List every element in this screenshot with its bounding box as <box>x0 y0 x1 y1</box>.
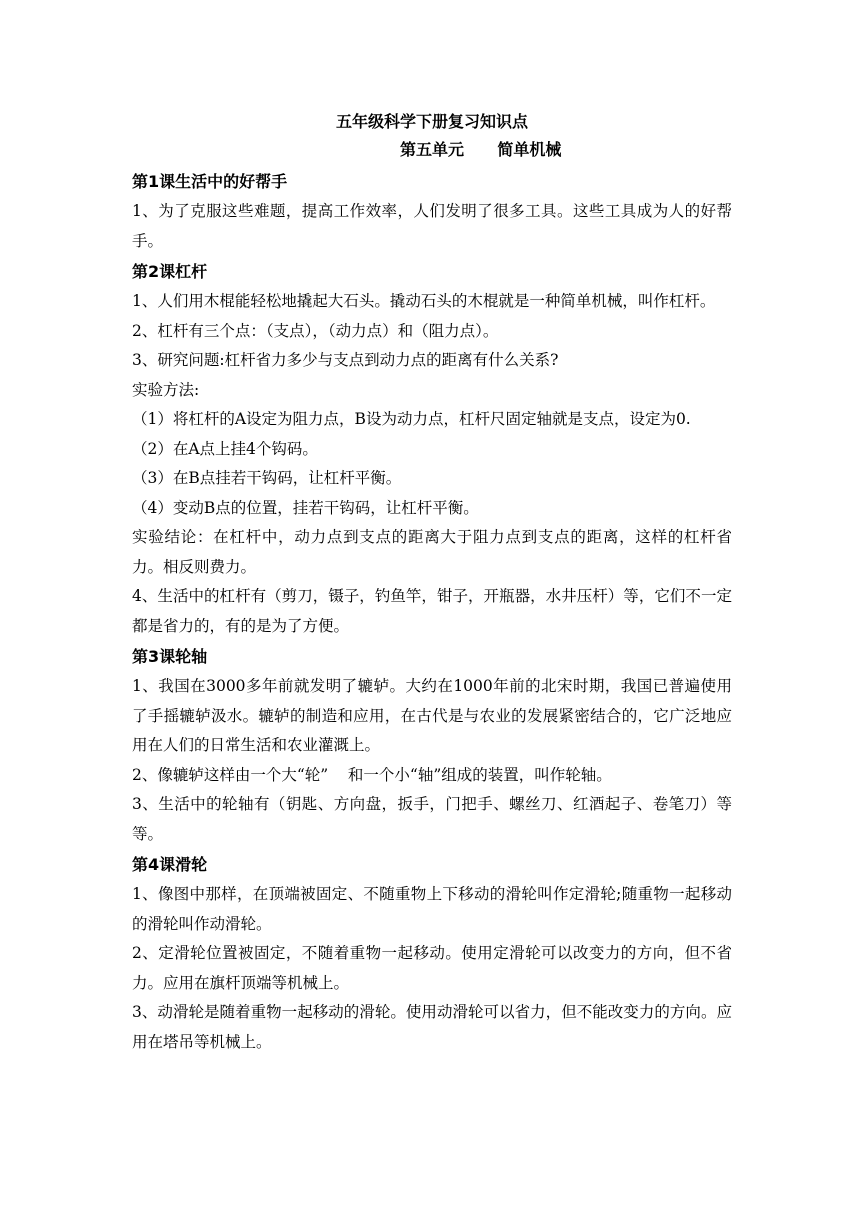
lesson-paragraph: 3、生活中的轮轴有（钥匙、方向盘，扳手，门把手、螺丝刀、红酒起子、卷笔刀）等等。 <box>132 795 732 843</box>
lesson-paragraph: （4）变动B点的位置，挂若干钩码，让杠杆平衡。 <box>132 498 479 517</box>
lesson-paragraph: 实验方法: <box>132 380 200 399</box>
lesson-2 <box>132 258 732 641</box>
lesson-paragraph: 1、像图中那样，在顶端被固定、不随重物上下移动的滑轮叫作定滑轮;随重物一起移动的滑轮叫作动滑轮。 <box>132 885 732 933</box>
lesson-4 <box>132 851 732 1057</box>
lesson-paragraph: 实验结论：在杠杆中，动力点到支点的距离大于阻力点到支点的距离，这样的杠杆省力。相反则费力。 <box>132 528 732 576</box>
lesson-heading: 第1课生活中的好帮手 <box>132 172 288 191</box>
unit-title: 第五单元 简单机械 <box>400 140 562 159</box>
lesson-paragraph: （2）在A点上挂4个钩码。 <box>132 439 318 458</box>
lesson-paragraph: 3、研究问题:杠杆省力多少与支点到动力点的距离有什么关系? <box>132 351 559 369</box>
lesson-1 <box>132 168 732 256</box>
lesson-paragraph: 2、杠杆有三个点：（支点），（动力点）和（阻力点）。 <box>132 321 499 340</box>
lesson-paragraph: 1、为了克服这些难题，提高工作效率，人们发明了很多工具。这些工具成为人的好帮手。 <box>132 202 732 250</box>
lesson-paragraph: 2、像辘轳这样由一个大“轮” 和一个小“轴”组成的装置，叫作轮轴。 <box>132 765 612 784</box>
lesson-heading: 第3课轮轴 <box>132 647 208 666</box>
lesson-paragraph: 1、我国在3000多年前就发明了辘轳。大约在1000年前的北宋时期，我国已普遍使用了手摇辘轳汲水。辘轳的制造和应用，在古代是与农业的发展紧密结合的，它广泛地应用在人们的日常生活和农业灌溉上。 <box>132 677 732 754</box>
document-body <box>132 108 732 1057</box>
lesson-heading: 第4课滑轮 <box>132 855 208 874</box>
lesson-paragraph: 2、定滑轮位置被固定，不随着重物一起移动。使用定滑轮可以改变力的方向，但不省力。应用在旗杆顶端等机械上。 <box>132 944 732 992</box>
lesson-heading: 第2课杠杆 <box>132 262 208 281</box>
lesson-paragraph: 4、生活中的杠杆有（剪刀，镊子，钓鱼竿，钳子，开瓶器，水井压杆）等，它们不一定都是省力的，有的是为了方便。 <box>132 587 732 635</box>
lesson-paragraph: 3、动滑轮是随着重物一起移动的滑轮。使用动滑轮可以省力，但不能改变力的方向。应用在塔吊等机械上。 <box>132 1003 732 1051</box>
lesson-paragraph: （3）在B点挂若干钩码，让杠杆平衡。 <box>132 469 402 487</box>
lesson-3 <box>132 643 732 849</box>
lesson-paragraph: （1）将杠杆的A设定为阻力点，B设为动力点，杠杆尺固定轴就是支点，设定为0. <box>132 410 691 428</box>
document-title: 五年级科学下册复习知识点 <box>335 112 528 131</box>
lesson-paragraph: 1、人们用木棍能轻松地撬起大石头。撬动石头的木棍就是一种简单机械，叫作杠杆。 <box>132 292 716 310</box>
